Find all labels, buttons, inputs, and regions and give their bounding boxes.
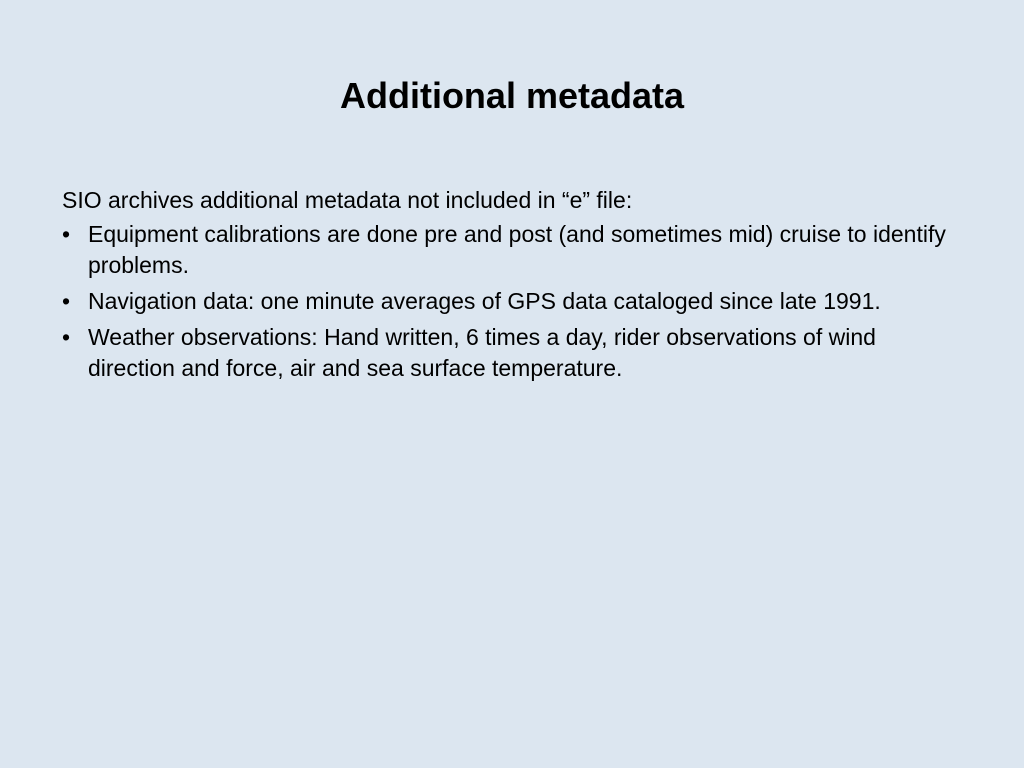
bullet-text: Navigation data: one minute averages of GPS data cataloged since late 1991.	[88, 288, 881, 314]
bullet-list	[62, 219, 962, 384]
bullet-text: Weather observations: Hand written, 6 times a day, rider observations of wind direction and force, air and sea surface temperature.	[88, 324, 876, 381]
bullet-icon: •	[62, 221, 71, 247]
bullet-item-weather	[62, 322, 962, 384]
slide-title: Additional metadata	[339, 75, 685, 116]
bullet-item-calibrations	[62, 219, 962, 281]
bullet-text: Equipment calibrations are done pre and post (and sometimes mid) cruise to identify problems.	[88, 221, 946, 278]
bullet-icon: •	[62, 324, 71, 350]
bullet-icon: •	[62, 288, 71, 314]
intro-text: SIO archives additional metadata not included in “e” file:	[62, 187, 633, 213]
slide-body	[62, 185, 962, 389]
bullet-item-navigation	[62, 286, 962, 317]
